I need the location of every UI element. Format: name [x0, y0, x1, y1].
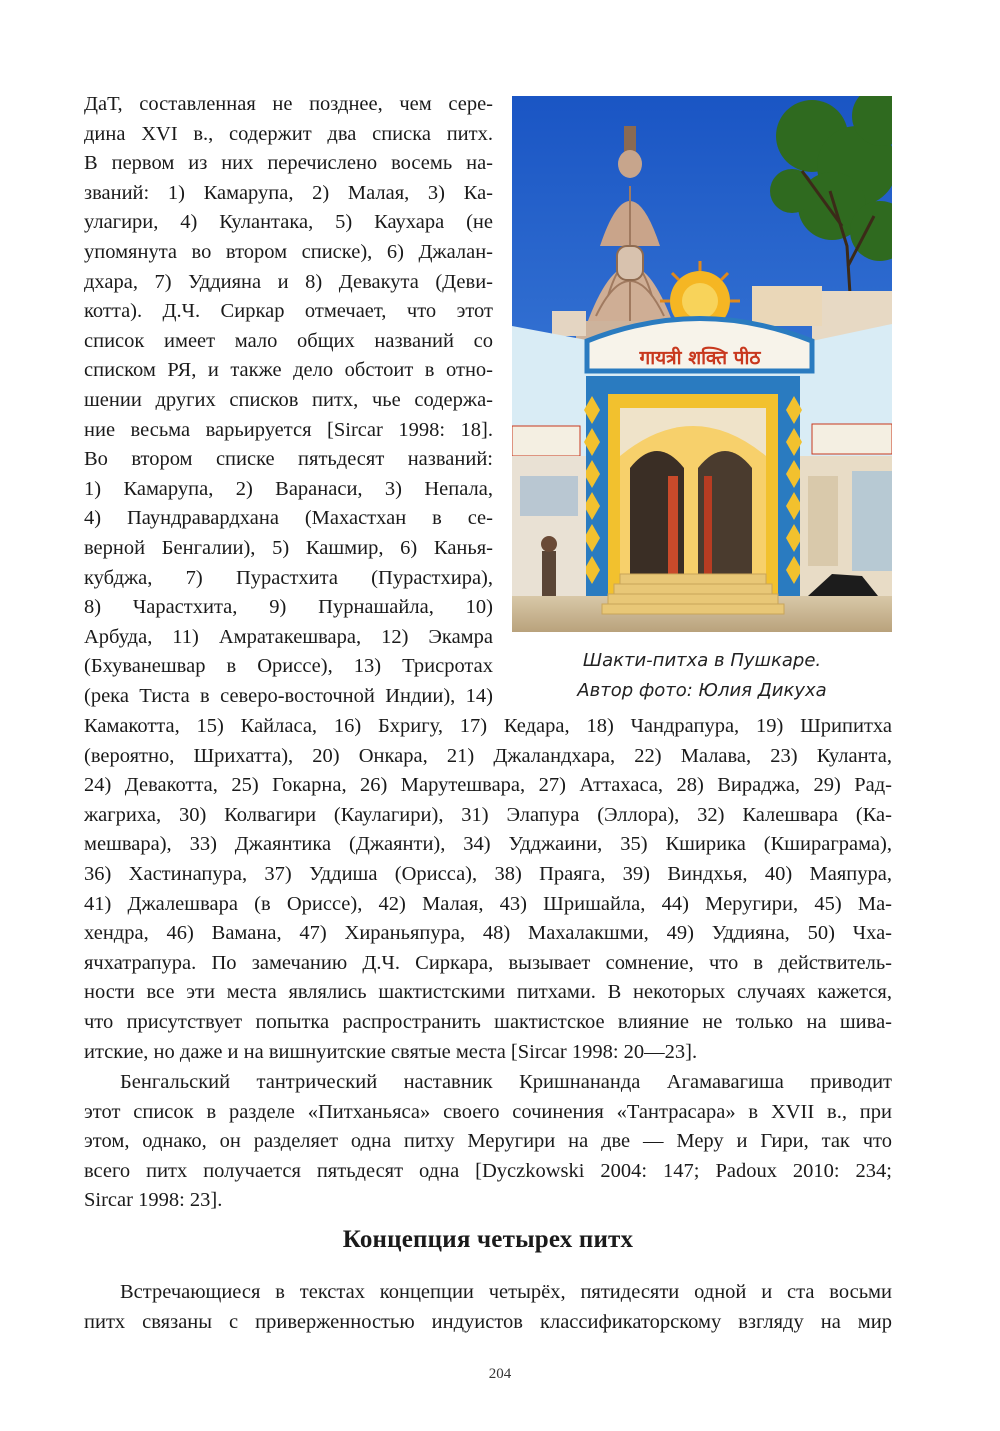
text-line: хендра, 46) Вамана, 47) Хираньяпура, 48) Махалакшми, 49) Уддияна, 50) Чха-: [84, 922, 892, 945]
temple-photo: [512, 96, 892, 632]
text-line: дхара, 7) Уддияна и 8) Девакута (Деви-: [84, 270, 493, 293]
text-line: упомянута во втором списке), 6) Джалан-: [84, 240, 493, 263]
full-width-text-1: [84, 712, 892, 1067]
section-heading: Концепция четырех питх: [342, 1226, 634, 1253]
temple-sign-main: गायत्री शक्ति पीठ: [639, 347, 761, 369]
text-line: В первом из них перечислено восемь на-: [84, 152, 493, 175]
text-line: что присутствует попытка распространить шактистское влияние не только на шива-: [84, 1010, 892, 1033]
text-line: Встречающиеся в текстах концепции четырёх, пятидесяти одной и ста восьми: [120, 1281, 892, 1303]
text-line: 36) Хастинапура, 37) Уддиша (Орисса), 38) Праяга, 39) Виндхья, 40) Маяпура,: [84, 862, 892, 885]
caption-line: Шакти-питха в Пушкаре.: [582, 650, 822, 671]
text-line: верной Бенгалии), 5) Кашмир, 6) Канья-: [84, 536, 493, 559]
photo-caption: [512, 646, 892, 706]
text-line: Арбуда, 11) Амратакешвара, 12) Экамра: [84, 625, 493, 648]
text-line: Sircar 1998: 23].: [84, 1189, 223, 1212]
text-line: всего питх получается пятьдесят одна [Dyczkowski 2004: 147; Padoux 2010: 234;: [84, 1159, 892, 1182]
text-line: улагири, 4) Кулантака, 5) Каухара (не: [84, 211, 493, 234]
text-line: этот список в разделе «Питханьяса» своего сочинения «Тантрасара» в XVII в., при: [84, 1100, 892, 1123]
text-line: 24) Девакотта, 25) Гокарна, 26) Марутешвара, 27) Аттахаса, 28) Вираджа, 29) Рад-: [84, 774, 892, 797]
text-line: (река Тиста в северо-восточной Индии), 14): [84, 684, 493, 707]
text-line: питх связаны с приверженностью индуистов классификаторскому взгляду на мир: [84, 1310, 892, 1333]
text-line: ние весьма варьируется [Sircar 1998: 18].: [84, 418, 493, 441]
text-line: 4) Паундравардхана (Махастхан в се-: [84, 507, 493, 530]
text-line: 41) Джалешвара (в Ориссе), 42) Малая, 43) Шришайла, 44) Меругири, 45) Ма-: [84, 892, 892, 915]
text-line: списком РЯ, и также дело обстоит в отно-: [84, 359, 493, 382]
text-line: Бенгальский тантрический наставник Кришнананда Агамавагиша приводит: [120, 1071, 892, 1093]
left-column-text: [84, 90, 493, 711]
text-line: этом, однако, он разделяет одна питху Меругири на две — Меру и Гири, так что: [84, 1130, 892, 1153]
full-width-text-3: [84, 1278, 892, 1337]
text-line: мешвара), 33) Джаянтика (Джаянти), 34) Удджаини, 35) Кширика (Кшираграма),: [84, 833, 892, 856]
text-line: кубджа, 7) Пурастхита (Пурастхира),: [84, 566, 493, 589]
text-line: ДаТ, составленная не позднее, чем сере-: [84, 93, 493, 115]
text-line: Камакотта, 15) Кайласа, 16) Бхригу, 17) Кедара, 18) Чандрапура, 19) Шрипитха: [84, 715, 892, 737]
text-line: 8) Чарастхита, 9) Пурнашайла, 10): [84, 596, 493, 619]
text-line: (Бхуванешвар в Ориссе), 13) Трисротах: [84, 655, 493, 678]
text-line: жагриха, 30) Колвагири (Каулагири), 31) Элапура (Эллора), 32) Калешвара (Ка-: [84, 803, 892, 826]
text-line: 1) Камарупа, 2) Варанаси, 3) Непала,: [84, 477, 493, 500]
text-line: список имеет мало общих названий со: [84, 329, 493, 352]
text-line: шении других списков питх, чье содержа-: [84, 388, 493, 411]
full-width-text-2: [84, 1068, 892, 1216]
text-line: (вероятно, Шрихатта), 20) Онкара, 21) Джаландхара, 22) Малава, 23) Куланта,: [84, 744, 892, 767]
text-line: котта). Д.Ч. Сиркар отмечает, что этот: [84, 300, 493, 323]
text-line: ности все эти места являлись шактистскими питхами. В некоторых случаях кажется,: [84, 981, 892, 1004]
page-number: 204: [488, 1366, 512, 1382]
text-line: дина XVI в., содержит два списка питх.: [84, 122, 493, 145]
caption-line: Автор фото: Юлия Дикуха: [577, 680, 827, 701]
text-line: ячхатрапура. По замечанию Д.Ч. Сиркара, вызывает сомнение, что в действитель-: [84, 951, 892, 974]
text-line: Во втором списке пятьдесят названий:: [84, 448, 493, 471]
text-line: званий: 1) Камарупа, 2) Малая, 3) Ка-: [84, 181, 493, 204]
text-line: итские, но даже и на вишнуитские святые места [Sircar 1998: 20—23].: [84, 1040, 698, 1063]
